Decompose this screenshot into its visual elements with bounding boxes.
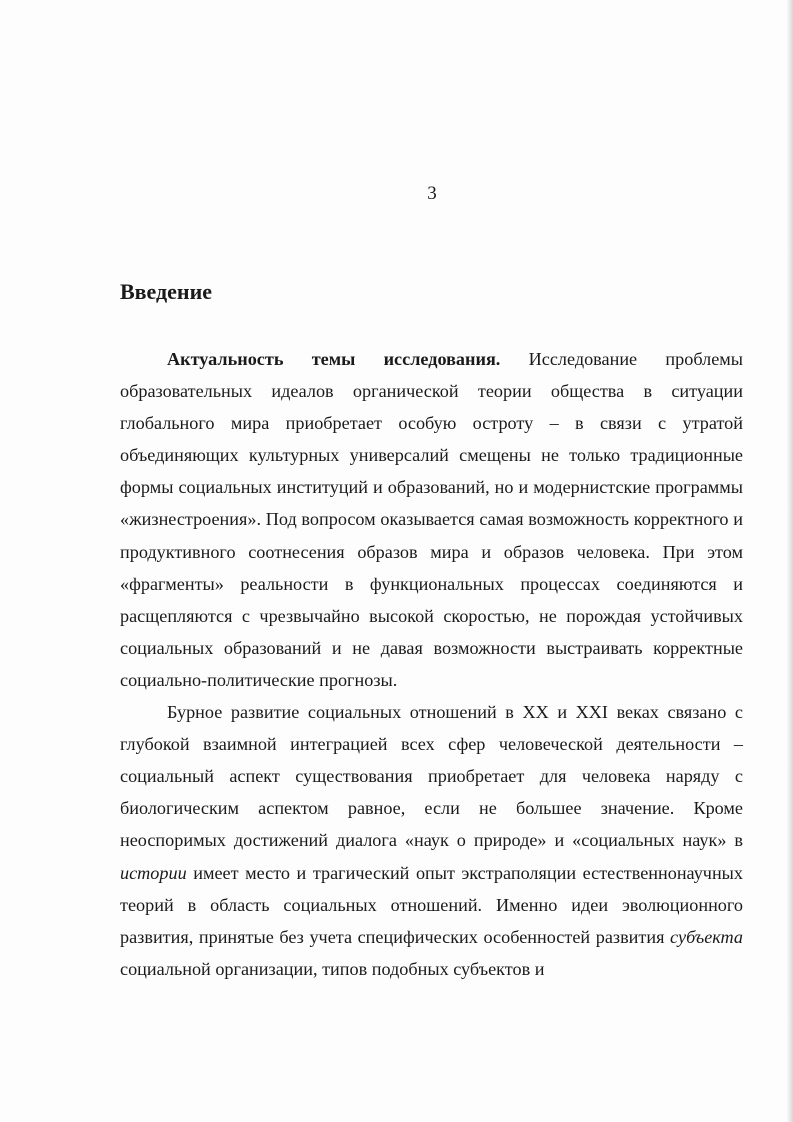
italic-term-history: истории bbox=[120, 862, 187, 883]
page-number: 3 bbox=[427, 183, 437, 204]
relevance-text: Исследование проблемы образовательных идеалов органической теории общества в ситуации глобального мира приобретает особую остроту – в связи с утратой объединяющих культурных универсалий смещены не только традиционные формы социальных институций и образований, но и модернистские программы «жизнестроения». Под вопросом оказывается самая возможность корректного и продуктивного соотнесения образов мира и образов человека. При этом «фрагменты» реальности в функциональных процессах соединяются и расщепляются с чрезвычайно высокой скоростью, не порождая устойчивых социальных образований и не давая возможности выстраивать корректные социально-политические прогнозы. bbox=[120, 349, 744, 690]
scan-edge bbox=[787, 0, 793, 1122]
relevance-label: Актуальность темы исследования. bbox=[167, 349, 501, 369]
italic-term-subject: субъекта bbox=[670, 926, 743, 947]
section-heading: Введение bbox=[120, 279, 213, 304]
paragraph-text-part: Бурное развитие социальных отношений в XX и XXI веках связано с глубокой взаимной интеграцией всех сфер человеческой деятельности – социальный аспект существования приобретает для человека наряду с биологическим аспектом равное, если не большее значение. Кроме неоспоримых достижений диалога «наук о природе» и «социальных наук» в bbox=[120, 702, 743, 851]
paragraph-relevance bbox=[120, 343, 743, 696]
paragraph-social-development bbox=[120, 696, 743, 985]
paragraph-text-part: социальной организации, типов подобных субъектов и bbox=[120, 958, 545, 979]
body-text bbox=[120, 343, 743, 985]
paragraph-text-part: имеет место и трагический опыт экстраполяции естественнонаучных теорий в область социальных отношений. Именно идеи эволюционного развития, принятые без учета специфических особенностей развития bbox=[120, 862, 743, 947]
